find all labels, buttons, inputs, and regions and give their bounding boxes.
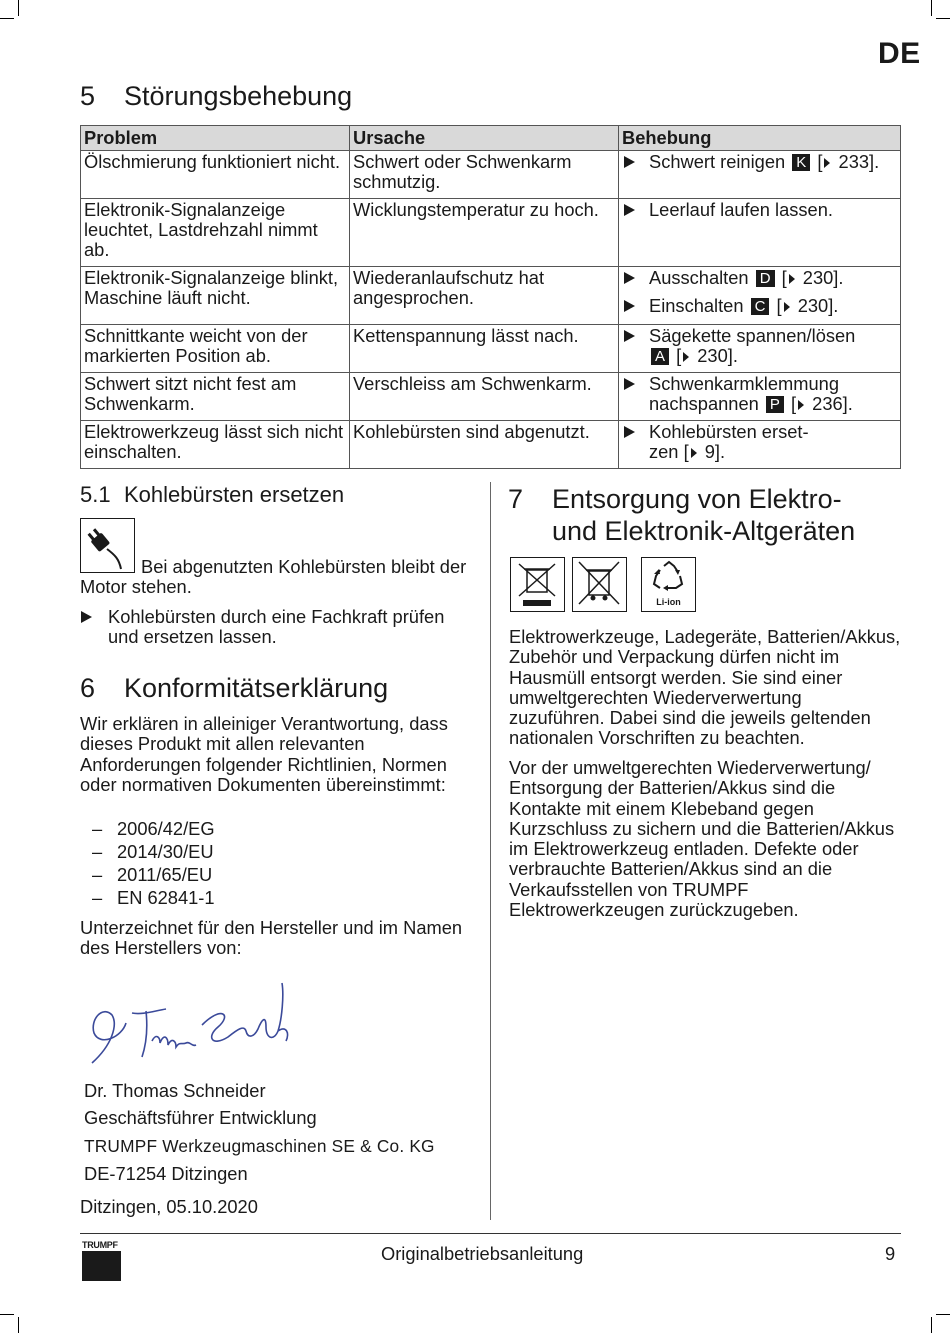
instruction-text: Kohlebürsten durch eine Fachkraft prüfen und ersetzen lassen. xyxy=(108,606,445,648)
action-item xyxy=(622,200,897,220)
section-title: Störungsbehebung xyxy=(124,81,353,111)
action-text: Sägekette spannen/lösen xyxy=(649,325,856,346)
bracket-open: [ xyxy=(671,345,682,366)
column-header-problem: Problem xyxy=(81,126,350,151)
remedy-cell xyxy=(619,199,901,267)
disposal-paragraph-1: Elektrowerkzeuge, Ladegeräte, Batterien/Akkus, Zubehör und Verpackung dürfen nicht im Hausmüll entsorgt werden. Sie sind einer umweltgerechten Wiederverwertung zuzuführen. Dabei sind die jeweils geltenden nationalen Vorschriften zu beachten. xyxy=(509,626,901,749)
crossed-bin-icon xyxy=(510,557,565,612)
column-header-cause: Ursache xyxy=(350,126,619,151)
logo-text: TRUMPF xyxy=(82,1240,118,1250)
bracket-close: ]. xyxy=(828,295,839,316)
bracket-close: ]. xyxy=(869,151,880,172)
bracket-close: ]. xyxy=(842,393,853,414)
action-item xyxy=(622,296,897,316)
page-reference[interactable]: 230 xyxy=(797,267,834,288)
problem-cell: Schnittkante weicht von der markierten Position ab. xyxy=(81,325,350,373)
action-arrow-icon xyxy=(624,272,635,284)
disposal-paragraph-2: Vor der umweltgerechten Wiederverwertung/ Entsorgung der Batterien/Akkus sind die Kontakte mit einem Klebeband gegen Kurzschluss zu sichern und die Batterien/Akkus im Elektrowerkzeug entladen. Defekte oder verbrauchte Batterien/Akkus sind an die Verkaufsstellen von TRUMPF Elektrowerkzeugen zurückzugeben. xyxy=(509,757,895,921)
remedy-cell xyxy=(619,421,901,469)
action-item xyxy=(622,374,897,414)
crossed-battery-bin-icon xyxy=(572,557,627,612)
cause-cell: Schwert oder Schwenkarm schmutzig. xyxy=(350,151,619,199)
crop-mark xyxy=(18,1317,19,1333)
page-reference[interactable]: 233 xyxy=(833,151,870,172)
remedy-cell xyxy=(619,267,901,325)
crop-mark xyxy=(931,1317,932,1333)
instruction-item xyxy=(80,607,470,648)
action-item xyxy=(622,326,897,366)
troubleshooting-table xyxy=(80,125,901,469)
page-reference-icon xyxy=(683,352,689,362)
figure-key-badge: K xyxy=(792,154,810,171)
place-date: Ditzingen, 05.10.2020 xyxy=(80,1196,258,1217)
action-text: Schwert reinigen xyxy=(649,151,786,172)
bracket-close: ]. xyxy=(714,441,726,462)
table-row xyxy=(81,373,901,421)
page-number: 9 xyxy=(885,1243,896,1264)
company-name: TRUMPF Werkzeugmaschinen SE & Co. KG xyxy=(84,1136,435,1156)
cause-cell: Wiederanlaufschutz hat angesprochen. xyxy=(350,267,619,325)
bracket-open: [ xyxy=(678,441,689,462)
trumpf-logo xyxy=(82,1240,122,1281)
section-title: Konformitätserklärung xyxy=(124,673,389,703)
crop-mark xyxy=(0,18,14,19)
table-row xyxy=(81,151,901,199)
note-body: Bei abgenutzten Kohlebürsten bleibt der Motor stehen. xyxy=(80,556,467,598)
section-number: 5.1 xyxy=(80,482,111,507)
table-row xyxy=(81,421,901,469)
signer-role: Geschäftsführer Entwicklung xyxy=(84,1107,317,1128)
action-text: Einschalten xyxy=(649,295,744,316)
crop-mark xyxy=(931,0,932,16)
section-6-heading xyxy=(80,672,388,704)
bracket-open: [ xyxy=(776,267,787,288)
page-reference[interactable]: 230 xyxy=(692,345,728,366)
recycling-li-ion-icon xyxy=(641,557,696,612)
remedy-cell xyxy=(619,373,901,421)
company-address: DE-71254 Ditzingen xyxy=(84,1163,248,1184)
action-item xyxy=(622,268,897,288)
page-reference-icon xyxy=(798,400,804,410)
table-row xyxy=(81,267,901,325)
action-text: Ausschalten xyxy=(649,267,749,288)
action-text: Leerlauf laufen lassen. xyxy=(649,199,833,220)
section-title-line2: und Elektronik-Altgeräten xyxy=(552,516,856,546)
problem-cell: Elektrowerkzeug lässt sich nicht einschalten. xyxy=(81,421,350,469)
page-reference-icon xyxy=(691,448,697,458)
bracket-open: [ xyxy=(771,295,782,316)
action-arrow-icon xyxy=(624,300,635,312)
table-row xyxy=(81,325,901,373)
signer-name: Dr. Thomas Schneider xyxy=(84,1080,266,1101)
figure-key-badge: C xyxy=(751,298,770,315)
action-arrow-icon xyxy=(624,378,635,390)
page-reference-icon xyxy=(824,158,830,168)
page-reference[interactable]: 236 xyxy=(807,393,843,414)
remedy-cell xyxy=(619,325,901,373)
table-header-row xyxy=(81,126,901,151)
crop-mark xyxy=(0,1314,14,1315)
list-item: – EN 62841-1 xyxy=(80,886,470,909)
language-tag: DE xyxy=(878,37,921,70)
problem-cell: Elektronik-Signalanzeige blinkt, Maschine läuft nicht. xyxy=(81,267,350,325)
crop-mark xyxy=(936,1314,950,1315)
problem-cell: Ölschmierung funktioniert nicht. xyxy=(81,151,350,199)
action-item xyxy=(622,152,897,172)
figure-key-badge: D xyxy=(756,270,775,287)
footer-rule xyxy=(80,1233,901,1234)
crop-mark xyxy=(18,0,19,16)
figure-key-badge: P xyxy=(766,396,784,413)
bracket-open: [ xyxy=(812,151,823,172)
action-arrow-icon xyxy=(624,204,635,216)
bracket-close: ]. xyxy=(727,345,738,366)
directive-list xyxy=(80,817,470,909)
cause-cell: Kohlebürsten sind abgenutzt. xyxy=(350,421,619,469)
cause-cell: Wicklungstemperatur zu hoch. xyxy=(350,199,619,267)
conformity-intro: Wir erklären in alleiniger Verantwortung, dass dieses Produkt mit allen relevanten Anforderungen folgender Richtlinien, Normen oder normativen Dokumenten übereinstimmt: xyxy=(80,713,448,795)
bracket-close: ]. xyxy=(833,267,844,288)
page-reference-icon xyxy=(789,274,795,284)
section-number: 7 xyxy=(508,484,524,514)
column-header-remedy: Behebung xyxy=(619,126,901,151)
cause-cell: Kettenspannung lässt nach. xyxy=(350,325,619,373)
problem-cell: Elektronik-Signalanzeige leuchtet, Lastdrehzahl nimmt ab. xyxy=(81,199,350,267)
list-item: – 2006/42/EG xyxy=(80,817,470,840)
section-number: 5 xyxy=(80,81,96,111)
page-reference[interactable]: 230 xyxy=(792,295,829,316)
signature xyxy=(82,975,302,1070)
column-divider xyxy=(490,482,491,1220)
section-5-1-heading xyxy=(80,481,344,509)
figure-key-badge: A xyxy=(651,348,669,365)
action-arrow-icon xyxy=(624,156,635,168)
section-7-heading xyxy=(508,483,855,547)
action-text: Kohlebürsten erset-zen xyxy=(649,421,809,462)
page-reference[interactable]: 9 xyxy=(699,441,715,462)
action-arrow-icon xyxy=(624,426,635,438)
cause-cell: Verschleiss am Schwenkarm. xyxy=(350,373,619,421)
action-arrow-icon xyxy=(81,611,92,623)
footer-title: Originalbetriebsanleitung xyxy=(381,1243,584,1264)
problem-cell: Schwert sitzt nicht fest am Schwenkarm. xyxy=(81,373,350,421)
crop-mark xyxy=(936,18,950,19)
section-title: Kohlebürsten ersetzen xyxy=(124,482,345,507)
bracket-open: [ xyxy=(785,393,797,414)
page-reference-icon xyxy=(784,302,790,312)
table-row xyxy=(81,199,901,267)
remedy-cell xyxy=(619,151,901,199)
li-ion-label: Li-ion xyxy=(656,597,681,607)
list-item: – 2011/65/EU xyxy=(80,863,470,886)
signed-statement: Unterzeichnet für den Hersteller und im Namen des Herstellers von: xyxy=(80,917,463,959)
action-arrow-icon xyxy=(624,330,635,342)
section-number: 6 xyxy=(80,673,96,703)
logo-block xyxy=(82,1251,121,1281)
section-title-line1: Entsorgung von Elektro- xyxy=(552,484,842,514)
section-5-heading xyxy=(80,80,352,112)
action-text: Schwenkarmklemmung nachspannen xyxy=(649,373,839,414)
note-text xyxy=(80,557,470,598)
list-item: – 2014/30/EU xyxy=(80,840,470,863)
action-item xyxy=(622,422,897,462)
